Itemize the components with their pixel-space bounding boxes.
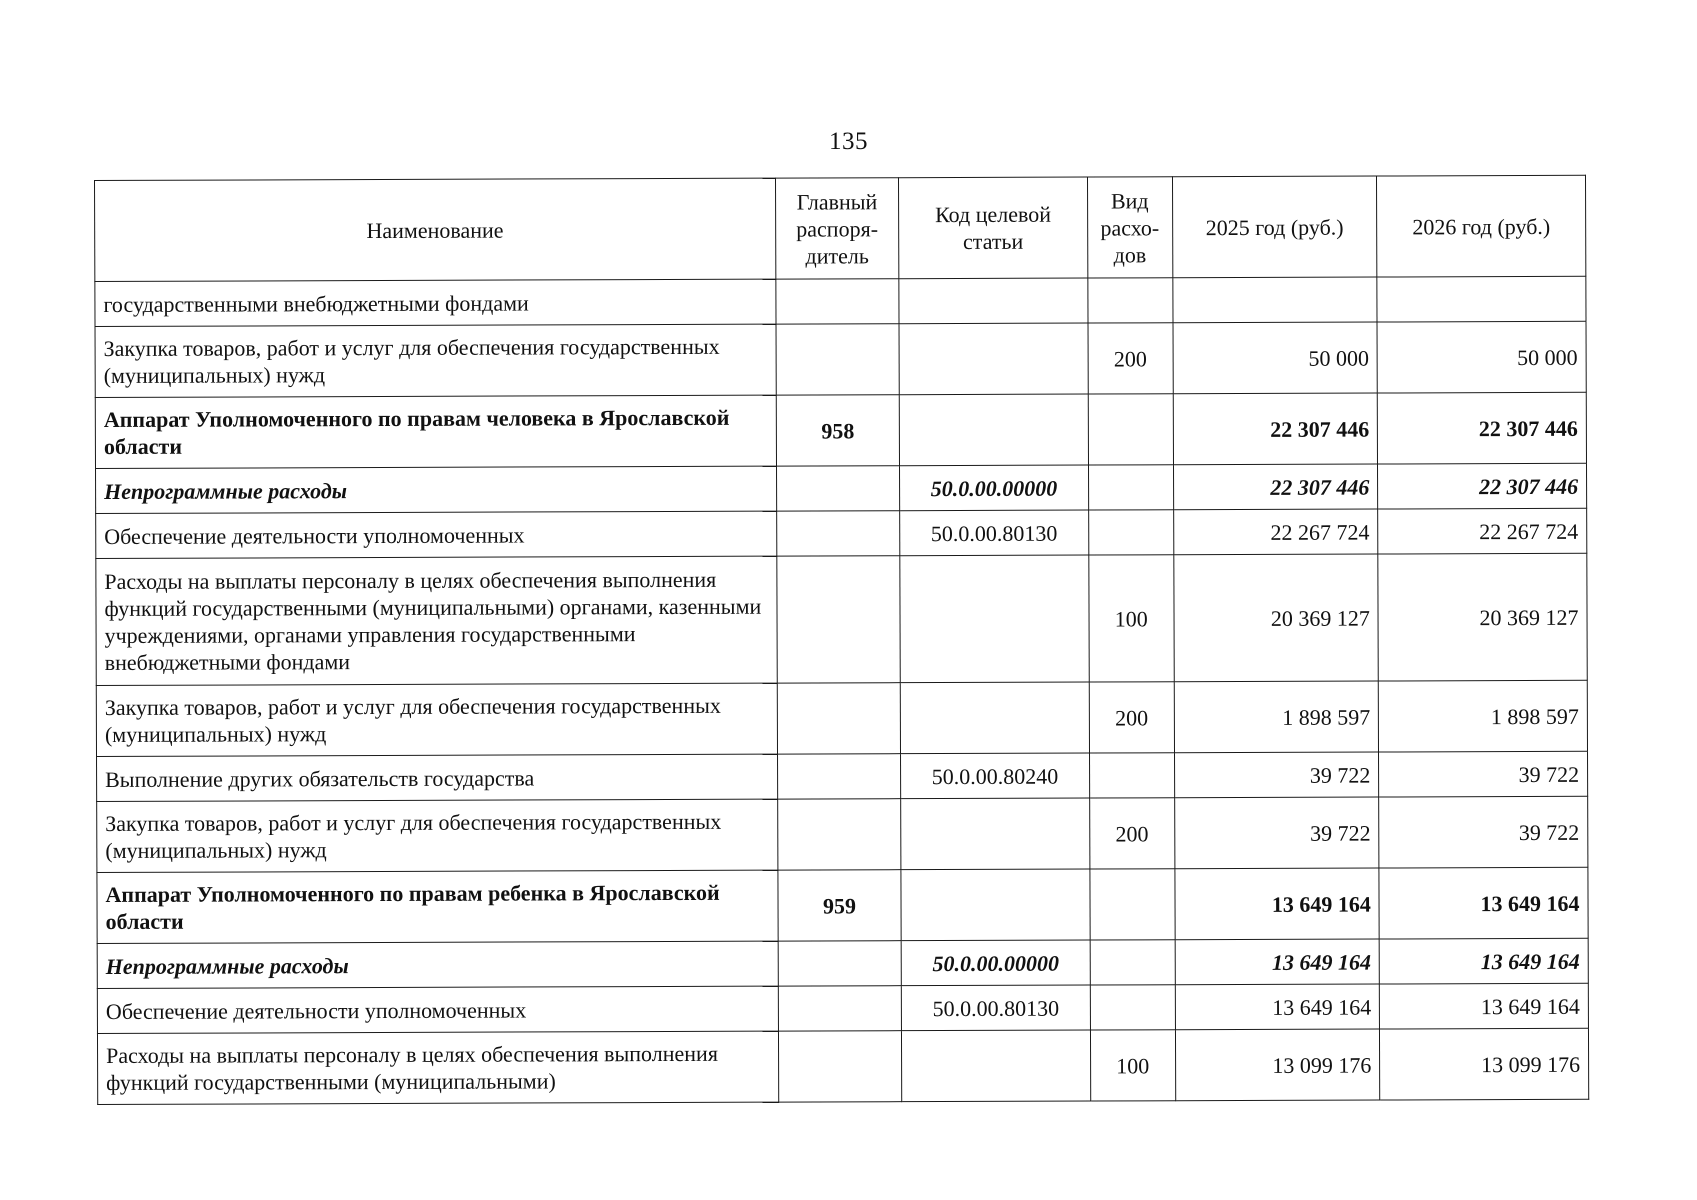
table-row: [96, 463, 1587, 513]
row-code: [899, 278, 1088, 324]
row-chief: [776, 324, 900, 395]
table-row: [96, 553, 1587, 685]
row-kind: [1090, 985, 1175, 1030]
header-code: Код целевой статьи: [899, 177, 1088, 279]
row-name: Расходы на выплаты персоналу в целях обеспечения выполнения функций государственными (муниципальными): [97, 1031, 778, 1104]
row-2026: [1377, 276, 1586, 322]
row-2026: 13 649 164: [1379, 938, 1588, 984]
row-kind: [1088, 510, 1173, 555]
row-chief: [777, 683, 901, 754]
row-2026: 22 307 446: [1378, 463, 1587, 509]
row-kind: 200: [1089, 682, 1174, 753]
row-chief: [777, 799, 901, 870]
row-name: государственными внебюджетными фондами: [95, 279, 776, 326]
row-2025: 22 267 724: [1173, 509, 1378, 555]
row-2025: [1173, 277, 1378, 323]
row-2026: 13 649 164: [1379, 867, 1588, 939]
row-chief: [776, 279, 900, 324]
row-2025: 20 369 127: [1174, 554, 1379, 682]
header-2025: 2025 год (руб.): [1172, 176, 1377, 278]
row-chief: [778, 1031, 902, 1102]
row-code: [900, 682, 1089, 754]
row-2026: 1 898 597: [1379, 680, 1588, 752]
table-row: [97, 751, 1588, 801]
row-name: Расходы на выплаты персоналу в целях обеспечения выполнения функций государственными (муниципальными) органами, казенными учреждениями, органами управления государственными внебюджетными фондами: [96, 556, 777, 685]
row-name: Обеспечение деятельности уполномоченных: [96, 511, 777, 558]
table-row: [97, 938, 1588, 988]
row-chief: [778, 986, 902, 1031]
row-kind: [1088, 465, 1173, 510]
row-2026: 39 722: [1379, 751, 1588, 797]
row-chief: [778, 941, 902, 986]
table-row: [95, 321, 1586, 397]
row-name: Выполнение других обязательств государства: [97, 754, 778, 801]
row-chief: 958: [776, 395, 900, 466]
row-2026: 20 369 127: [1378, 553, 1587, 681]
row-2026: 50 000: [1377, 321, 1586, 393]
row-chief: [776, 556, 900, 683]
row-chief: [776, 466, 900, 511]
row-name: Аппарат Уполномоченного по правам человека в Ярославской области: [95, 395, 776, 468]
row-kind: 100: [1088, 555, 1174, 682]
row-2026: 22 267 724: [1378, 508, 1587, 554]
table-row: [96, 680, 1587, 756]
row-name: Непрограммные расходы: [97, 941, 778, 988]
row-kind: 200: [1089, 798, 1174, 869]
row-code: 50.0.00.00000: [901, 940, 1090, 986]
row-2025: 1 898 597: [1174, 681, 1379, 753]
budget-table: [94, 175, 1589, 1105]
row-chief: 959: [778, 870, 902, 941]
row-name: Аппарат Уполномоченного по правам ребенка в Ярославской области: [97, 870, 778, 943]
row-kind: [1088, 394, 1173, 465]
row-name: Закупка товаров, работ и услуг для обеспечения государственных (муниципальных) нужд: [97, 799, 778, 872]
row-kind: [1090, 869, 1175, 940]
row-name: Непрограммные расходы: [96, 466, 777, 513]
row-2025: 39 722: [1174, 752, 1379, 798]
row-2025: 22 307 446: [1173, 393, 1378, 465]
table-row: [97, 983, 1588, 1033]
row-2025: 22 307 446: [1173, 464, 1378, 510]
row-code: [899, 323, 1088, 395]
row-code: [902, 1030, 1091, 1102]
table-row: [95, 276, 1586, 326]
header-kind: Вид расхо-дов: [1087, 177, 1172, 278]
row-name: Обеспечение деятельности уполномоченных: [97, 986, 778, 1033]
row-code: 50.0.00.80130: [900, 510, 1089, 556]
row-name: Закупка товаров, работ и услуг для обеспечения государственных (муниципальных) нужд: [95, 324, 776, 397]
row-code: [899, 394, 1088, 466]
row-kind: [1089, 753, 1174, 798]
row-code: [901, 869, 1090, 941]
row-code: 50.0.00.80130: [902, 985, 1091, 1031]
row-chief: [777, 754, 901, 799]
row-2025: 50 000: [1173, 322, 1378, 394]
table-row: [96, 508, 1587, 558]
row-2025: 13 649 164: [1175, 984, 1380, 1030]
row-chief: [776, 511, 900, 556]
header-2026: 2026 год (руб.): [1377, 175, 1586, 277]
header-name: Наименование: [95, 178, 776, 281]
header-chief: Главный распоря-дитель: [775, 178, 899, 279]
row-kind: 200: [1088, 323, 1173, 394]
row-code: [900, 555, 1089, 683]
table-row: [97, 796, 1588, 872]
row-code: 50.0.00.80240: [901, 753, 1090, 799]
row-2026: 39 722: [1379, 796, 1588, 868]
row-code: [901, 798, 1090, 870]
row-2025: 13 649 164: [1175, 868, 1380, 940]
table-row: [95, 392, 1586, 468]
row-2026: 13 099 176: [1380, 1028, 1589, 1100]
row-2026: 22 307 446: [1378, 392, 1587, 464]
row-code: 50.0.00.00000: [900, 465, 1089, 511]
row-kind: 100: [1090, 1030, 1175, 1101]
table-header-row: [95, 175, 1586, 281]
row-kind: [1090, 940, 1175, 985]
row-2025: 13 099 176: [1175, 1029, 1380, 1101]
row-2025: 13 649 164: [1175, 939, 1380, 985]
row-kind: [1087, 278, 1172, 323]
row-name: Закупка товаров, работ и услуг для обеспечения государственных (муниципальных) нужд: [96, 683, 777, 756]
page-number: 135: [829, 128, 868, 155]
row-2025: 39 722: [1174, 797, 1379, 869]
table-row: [97, 1028, 1588, 1104]
row-2026: 13 649 164: [1380, 983, 1589, 1029]
table-row: [97, 867, 1588, 943]
